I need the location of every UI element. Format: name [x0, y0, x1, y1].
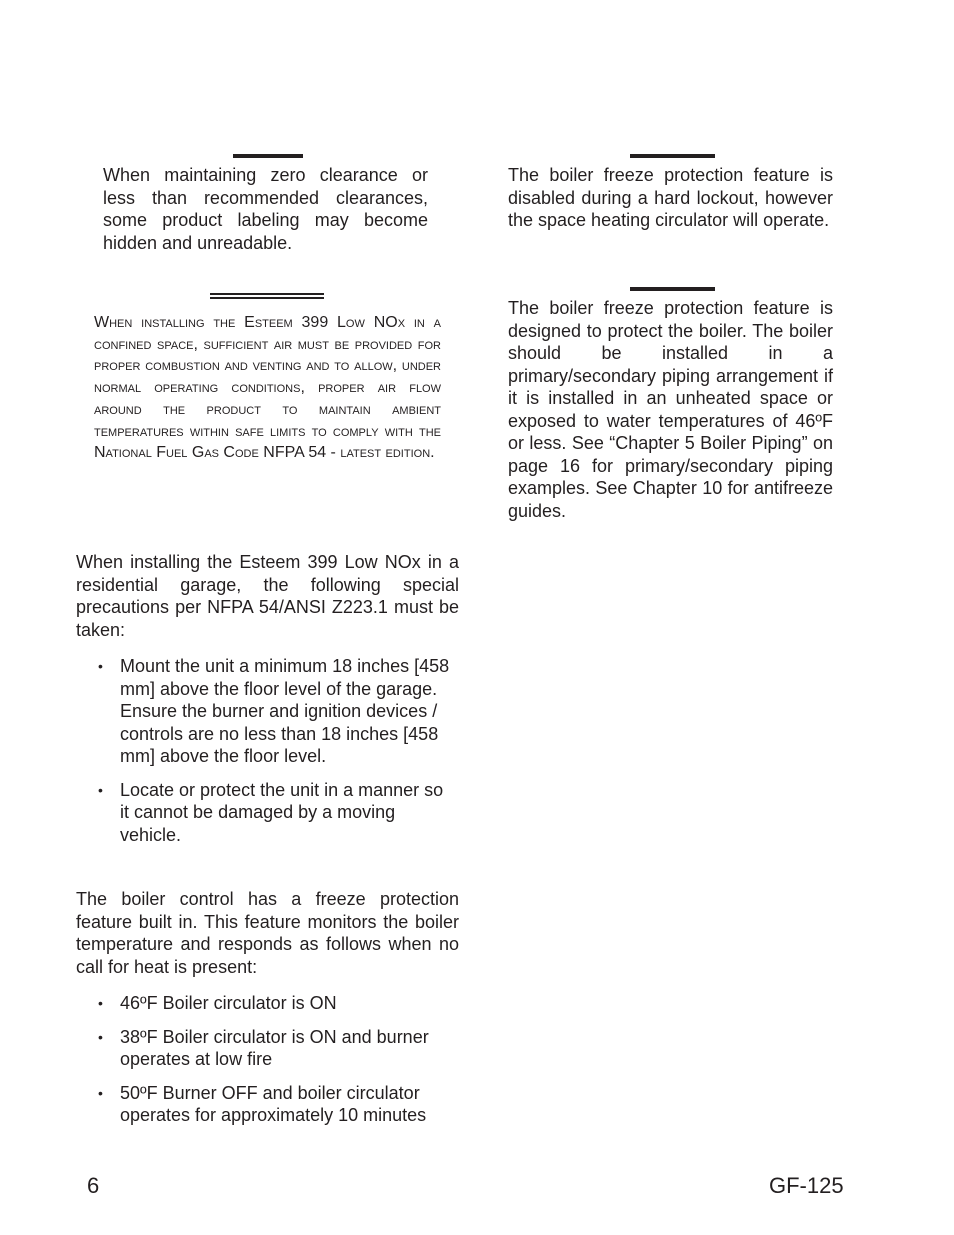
notice-header-bar: [630, 287, 715, 291]
notice-header-bar: [630, 154, 715, 158]
list-item: • Mount the unit a minimum 18 inches [458 mm] above the floor level of the garage. Ensure the burner and ignition devices / controls are no less than 18 inches [458 mm] above the floor level.: [76, 655, 456, 768]
notice-freeze-design: The boiler freeze protection feature is designed to protect the boiler. The boiler should be installed in a primary/secondary piping arrangement if it is installed in an unheated space or exposed to water temperatures of 46ºF or less. See “Chapter 5 Boiler Piping” on page 16 for primary/secondary piping examples. See Chapter 10 for antifreeze guides.: [508, 298, 833, 521]
notice-zero-clearance: When maintaining zero clearance or less than recommended clearances, some product labeling may become hidden and unreadable.: [103, 165, 428, 253]
freeze-intro: The boiler control has a freeze protection feature built in. This feature monitors the boiler temperature and responds as follows when no call for heat is present:: [76, 889, 459, 977]
document-code: GF-125: [769, 1173, 844, 1198]
garage-intro: When installing the Esteem 399 Low NOx in a residential garage, the following special precautions per NFPA 54/ANSI Z223.1 must be taken:: [76, 552, 459, 640]
list-item: • 46ºF Boiler circulator is ON: [76, 992, 456, 1015]
garage-precautions-list: [76, 655, 456, 857]
warning-header-bar: [210, 293, 324, 299]
notice-freeze-lockout: The boiler freeze protection feature is disabled during a hard lockout, however the space heating circulator will operate.: [508, 165, 833, 230]
list-item: • 38ºF Boiler circulator is ON and burner operates at low fire: [76, 1026, 456, 1071]
freeze-response-list: [76, 992, 456, 1138]
warning-confined-space: When installing the Esteem 399 Low NOx in a confined space, sufficient air must be provided for proper combustion and venting and to allow, under normal operating conditions, proper air flow around the product to maintain ambient temperatures within safe limits to comply with the National Fuel Gas Code NFPA 54 - latest edition.: [94, 314, 441, 462]
page-number: 6: [87, 1173, 100, 1198]
notice-header-bar: [233, 154, 303, 158]
list-item: • 50ºF Burner OFF and boiler circulator operates for approximately 10 minutes: [76, 1082, 456, 1127]
list-item: • Locate or protect the unit in a manner so it cannot be damaged by a moving vehicle.: [76, 779, 456, 847]
